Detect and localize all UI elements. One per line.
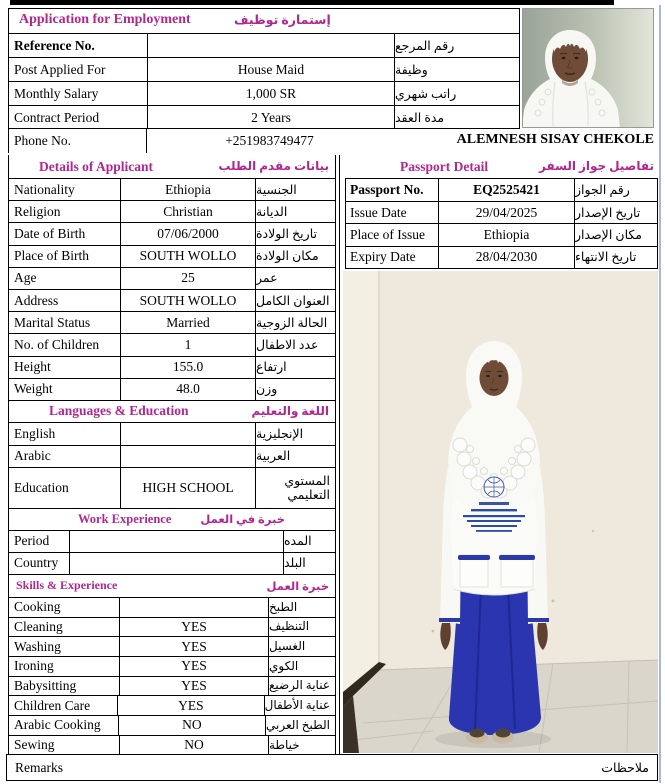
field-label-arabic: العربية bbox=[255, 446, 335, 467]
field-label-arabic: تاريخ الانتهاء bbox=[574, 247, 657, 268]
field-value: 2 Years bbox=[147, 106, 394, 129]
field-label-arabic: عناية الرضيع bbox=[268, 677, 335, 696]
field-label-arabic: رقم الجواز bbox=[574, 179, 657, 201]
field-label: Cooking bbox=[14, 599, 61, 615]
field-label: Babysitting bbox=[14, 677, 77, 693]
field-label-arabic: المده bbox=[283, 531, 335, 552]
column-divider bbox=[339, 155, 340, 754]
field-label-arabic: تاريخ الولادة bbox=[255, 223, 335, 244]
table-row bbox=[9, 267, 335, 289]
field-value: YES bbox=[119, 657, 268, 676]
table-row bbox=[9, 617, 335, 637]
field-label: Post Applied For bbox=[14, 61, 106, 77]
field-label-arabic: الطبخ العربي bbox=[265, 716, 335, 735]
field-label-arabic: عدد الاطفال bbox=[255, 334, 335, 355]
details-section-header bbox=[9, 155, 335, 178]
field-value: SOUTH WOLLO bbox=[120, 246, 255, 267]
field-value bbox=[69, 553, 283, 574]
field-label-arabic: ارتفاع bbox=[255, 357, 335, 378]
field-label-arabic: التنظيف bbox=[268, 618, 335, 637]
field-label: Ironing bbox=[14, 658, 54, 674]
field-label-arabic: الكوي bbox=[268, 657, 335, 676]
field-value: 29/04/2025 bbox=[438, 202, 574, 223]
table-row bbox=[9, 81, 519, 105]
field-label-arabic: الطبخ bbox=[268, 598, 335, 617]
table-row bbox=[346, 223, 657, 245]
field-value: 155.0 bbox=[120, 357, 255, 378]
table-row bbox=[9, 445, 335, 467]
field-label-arabic: المستوي التعليمي bbox=[255, 468, 335, 508]
table-row bbox=[346, 246, 657, 268]
field-value bbox=[119, 598, 268, 617]
field-label: Period bbox=[14, 533, 50, 549]
skills-title-arabic: خبرة العمل bbox=[266, 580, 329, 593]
languages-title-arabic: اللغة والتعليم bbox=[251, 403, 329, 418]
field-value: 48.0 bbox=[120, 379, 255, 400]
languages-title: Languages & Education bbox=[49, 403, 189, 419]
table-row bbox=[9, 530, 335, 552]
portrait-photo-illustration bbox=[522, 8, 654, 128]
work-experience-title: Work Experience bbox=[78, 511, 172, 526]
table-row bbox=[9, 636, 335, 656]
application-header-table bbox=[8, 8, 520, 129]
table-row bbox=[9, 311, 335, 333]
skills-table bbox=[9, 597, 335, 755]
details-title-arabic: بيانات مقدم الطلب bbox=[218, 159, 329, 173]
applicant-portrait-photo bbox=[522, 8, 654, 128]
work-experience-table bbox=[9, 530, 335, 574]
field-label: Arabic bbox=[14, 448, 51, 464]
field-label: Country bbox=[14, 555, 59, 571]
table-row bbox=[346, 179, 657, 201]
field-label-arabic: مدة العقد bbox=[394, 106, 519, 129]
table-row bbox=[9, 735, 335, 755]
field-label: Passport No. bbox=[350, 182, 424, 198]
table-row bbox=[9, 552, 335, 574]
full-length-photo-illustration bbox=[343, 271, 658, 753]
field-label: Arabic Cooking bbox=[14, 717, 101, 733]
field-value bbox=[120, 423, 255, 445]
table-row bbox=[9, 695, 335, 715]
table-row bbox=[9, 178, 335, 200]
field-label-arabic: خياطة bbox=[268, 736, 335, 755]
passport-table bbox=[345, 178, 658, 269]
table-row bbox=[9, 33, 519, 57]
table-row bbox=[9, 105, 519, 129]
field-label: English bbox=[14, 425, 56, 441]
applicant-full-length-photo bbox=[343, 271, 658, 753]
table-row bbox=[9, 715, 335, 735]
field-label: Age bbox=[14, 270, 37, 286]
work-experience-title-arabic: خبرة في العمل bbox=[200, 514, 285, 527]
field-label-arabic: مكان الولادة bbox=[255, 246, 335, 267]
field-value: HIGH SCHOOL bbox=[120, 468, 255, 508]
skills-section-header bbox=[9, 574, 335, 597]
field-label-arabic: الحالة الزوجية bbox=[255, 312, 335, 333]
table-row bbox=[9, 676, 335, 696]
field-label-arabic: البلد bbox=[283, 553, 335, 574]
field-value: 28/04/2030 bbox=[438, 247, 574, 268]
field-label-arabic: راتب شهري bbox=[394, 82, 519, 105]
remarks-row bbox=[6, 754, 658, 781]
table-row bbox=[9, 57, 519, 81]
field-label: No. of Children bbox=[14, 336, 100, 352]
details-table bbox=[9, 178, 335, 400]
applicant-name: ALEMNESH SISAY CHEKOLE bbox=[456, 132, 654, 147]
field-label-arabic: وزن bbox=[255, 379, 335, 400]
field-label: Monthly Salary bbox=[14, 85, 99, 101]
table-row bbox=[9, 245, 335, 267]
table-row bbox=[9, 656, 335, 676]
table-row bbox=[9, 289, 335, 311]
field-label: Children Care bbox=[14, 697, 91, 713]
table-row bbox=[9, 333, 335, 355]
table-row bbox=[9, 356, 335, 378]
skills-title: Skills & Experience bbox=[16, 578, 118, 593]
field-value bbox=[69, 531, 283, 552]
field-label-arabic: الإنجليزية bbox=[255, 423, 335, 445]
field-label-arabic: عناية الأطفال bbox=[264, 696, 335, 715]
field-label: Place of Issue bbox=[350, 226, 425, 242]
phone-value: +251983749477 bbox=[225, 133, 314, 148]
form-title-arabic: إستمارة توظيف bbox=[234, 13, 331, 27]
field-value: Married bbox=[120, 312, 255, 333]
field-value: Ethiopia bbox=[120, 179, 255, 200]
field-label: Contract Period bbox=[14, 109, 100, 125]
field-label: Cleaning bbox=[14, 618, 63, 634]
table-row bbox=[346, 201, 657, 223]
field-label-arabic: الديانة bbox=[255, 201, 335, 222]
work-experience-section-header bbox=[9, 508, 335, 530]
remarks-label-arabic: ملاحظات bbox=[601, 760, 649, 775]
field-label: Expiry Date bbox=[350, 249, 416, 265]
field-value bbox=[120, 446, 255, 467]
field-label-arabic: عمر bbox=[255, 268, 335, 289]
field-label: Nationality bbox=[14, 181, 75, 197]
field-label-arabic: مكان الإصدار bbox=[574, 224, 657, 245]
passport-title-arabic: تفاصيل جواز السفر bbox=[539, 159, 654, 173]
field-label: Issue Date bbox=[350, 204, 407, 220]
page-right-border bbox=[659, 5, 661, 783]
field-label-arabic: وظيفة bbox=[394, 58, 519, 81]
field-label: Date of Birth bbox=[14, 225, 86, 241]
table-row bbox=[9, 222, 335, 244]
form-title-row bbox=[9, 9, 519, 33]
applicant-details-column bbox=[8, 155, 336, 755]
passport-title: Passport Detail bbox=[400, 158, 489, 174]
form-title: Application for Employment bbox=[19, 12, 191, 27]
field-label-arabic: الغسيل bbox=[268, 637, 335, 656]
table-row bbox=[9, 378, 335, 400]
field-label: Place of Birth bbox=[14, 248, 89, 264]
field-value: EQ2525421 bbox=[438, 179, 574, 201]
field-value: YES bbox=[119, 677, 268, 696]
remarks-label: Remarks bbox=[15, 759, 63, 775]
field-value: House Maid bbox=[147, 58, 394, 81]
languages-table bbox=[9, 422, 335, 508]
field-value: 25 bbox=[120, 268, 255, 289]
field-value bbox=[147, 34, 394, 57]
table-row bbox=[9, 200, 335, 222]
field-value: NO bbox=[119, 736, 268, 755]
field-label: Education bbox=[14, 479, 69, 495]
field-label-arabic: رقم المرجع bbox=[394, 34, 519, 57]
field-label: Reference No. bbox=[14, 37, 95, 53]
field-label: Sewing bbox=[14, 737, 55, 753]
field-label: Religion bbox=[14, 203, 61, 219]
field-value: 1 bbox=[120, 334, 255, 355]
top-border-bar bbox=[10, 0, 614, 5]
table-row bbox=[9, 597, 335, 617]
languages-section-header bbox=[9, 400, 335, 422]
field-value: NO bbox=[118, 716, 265, 735]
field-value: YES bbox=[117, 696, 263, 715]
field-label-arabic: العنوان الكامل bbox=[255, 290, 335, 311]
field-label-arabic: الجنسية bbox=[255, 179, 335, 200]
table-row bbox=[9, 422, 335, 445]
phone-label: Phone No. bbox=[9, 129, 147, 153]
field-label: Address bbox=[14, 292, 59, 308]
field-value: 07/06/2000 bbox=[120, 223, 255, 244]
details-title: Details of Applicant bbox=[39, 158, 154, 174]
field-label: Washing bbox=[14, 638, 61, 654]
field-label: Marital Status bbox=[14, 314, 91, 330]
field-value: YES bbox=[119, 618, 268, 637]
table-row bbox=[9, 467, 335, 508]
field-value: 1,000 SR bbox=[147, 82, 394, 105]
field-label-arabic: تاريخ الإصدار bbox=[574, 202, 657, 223]
field-label: Height bbox=[14, 359, 51, 375]
field-label: Weight bbox=[14, 381, 53, 397]
field-value: Ethiopia bbox=[438, 224, 574, 245]
field-value: Christian bbox=[120, 201, 255, 222]
passport-section-header bbox=[345, 155, 658, 178]
field-value: SOUTH WOLLO bbox=[120, 290, 255, 311]
field-value: YES bbox=[119, 637, 268, 656]
